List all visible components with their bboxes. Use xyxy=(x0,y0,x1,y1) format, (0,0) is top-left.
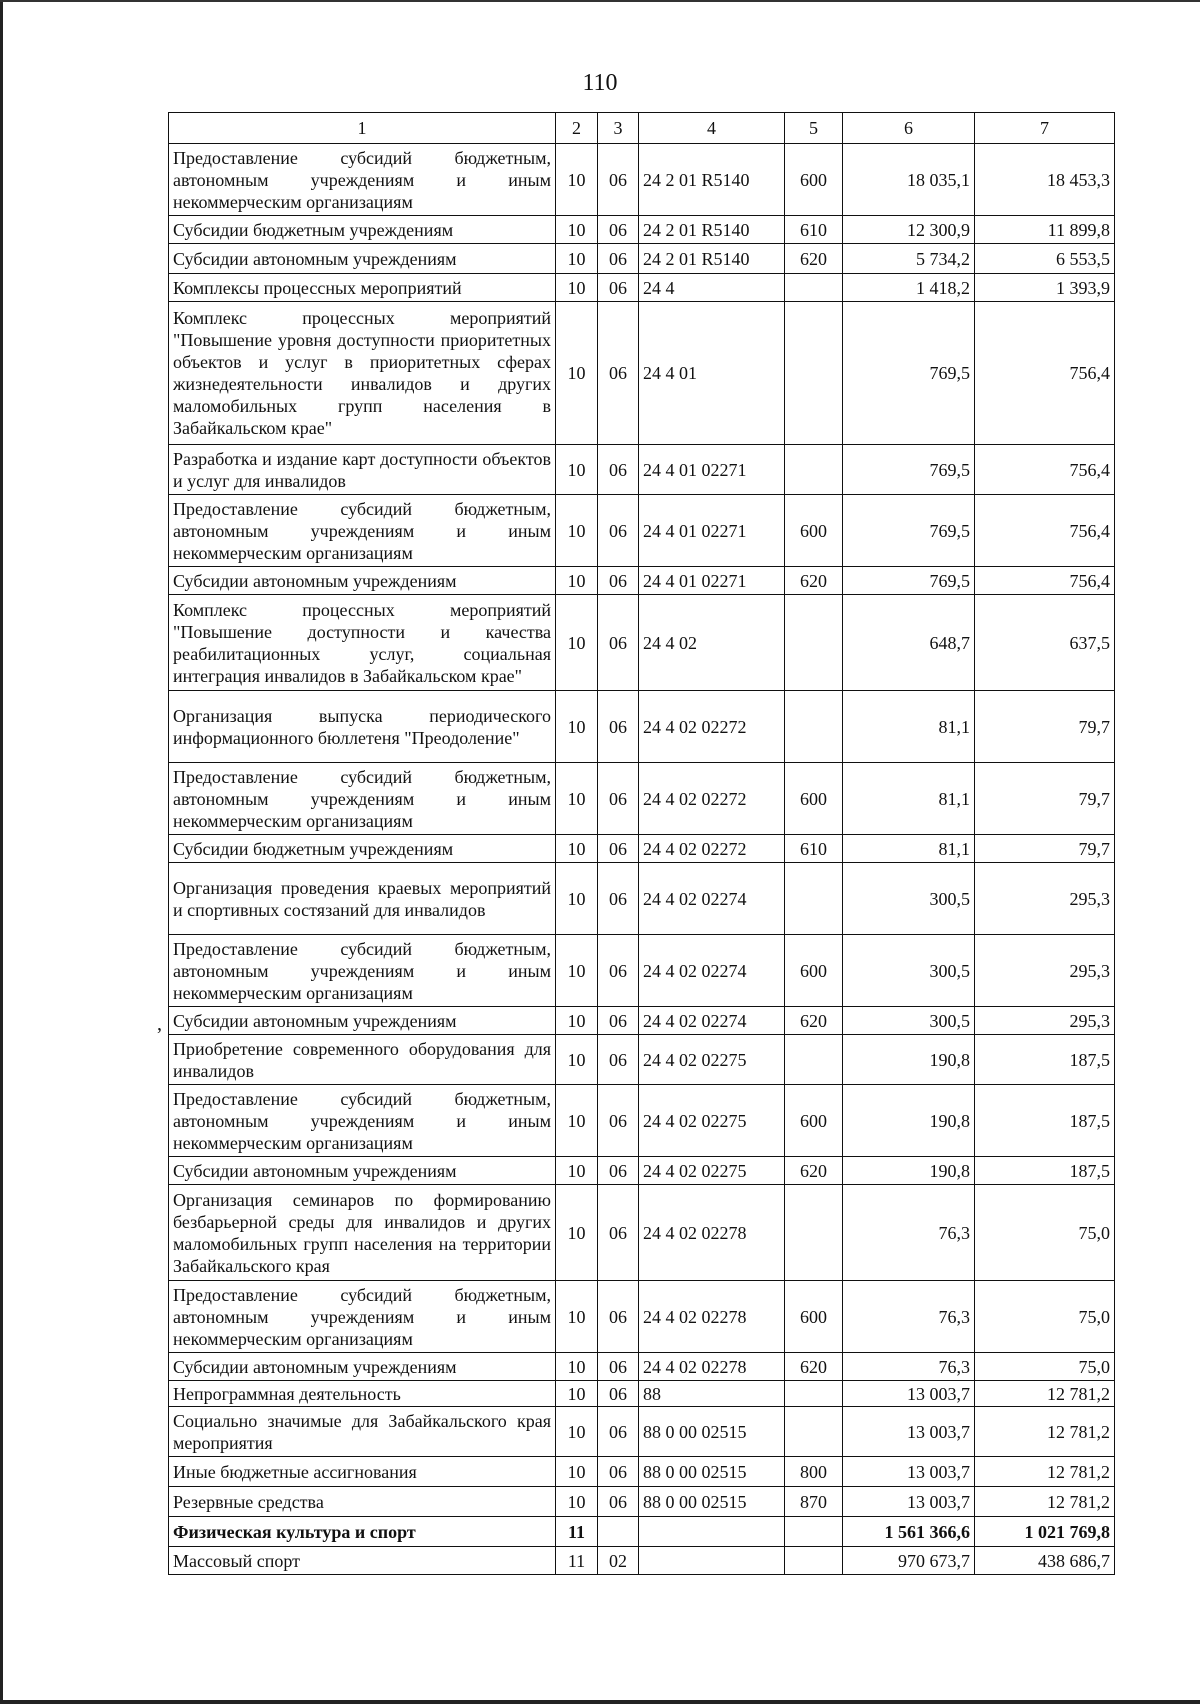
table-row xyxy=(169,1517,1115,1547)
target-article-code: 24 4 02 02272 xyxy=(639,835,785,863)
amount-col7: 79,7 xyxy=(975,763,1115,835)
amount-col7: 75,0 xyxy=(975,1353,1115,1381)
amount-col7: 187,5 xyxy=(975,1035,1115,1085)
expense-type-code: 600 xyxy=(785,935,843,1007)
table-row xyxy=(169,763,1115,835)
subsection-code: 06 xyxy=(598,863,639,935)
amount-col6: 18 035,1 xyxy=(843,144,975,216)
amount-col7: 1 393,9 xyxy=(975,274,1115,302)
target-article-code: 88 0 00 02515 xyxy=(639,1487,785,1517)
subsection-code xyxy=(598,1517,639,1547)
row-description: Субсидии бюджетным учреждениям xyxy=(169,835,556,863)
amount-col7: 1 021 769,8 xyxy=(975,1517,1115,1547)
target-article-code: 24 4 02 02272 xyxy=(639,691,785,763)
amount-col7: 75,0 xyxy=(975,1185,1115,1281)
expense-type-code xyxy=(785,1517,843,1547)
table-row xyxy=(169,495,1115,567)
row-description: Предоставление субсидий бюджетным, автономным учреждениям и иным некоммерческим организациям xyxy=(169,495,556,567)
table-row xyxy=(169,216,1115,244)
section-code: 10 xyxy=(556,302,598,445)
section-code: 10 xyxy=(556,144,598,216)
section-code: 10 xyxy=(556,1487,598,1517)
amount-col6: 190,8 xyxy=(843,1085,975,1157)
section-code: 10 xyxy=(556,1381,598,1407)
amount-col6: 81,1 xyxy=(843,691,975,763)
section-code: 10 xyxy=(556,935,598,1007)
row-description: Предоставление субсидий бюджетным, автономным учреждениям и иным некоммерческим организациям xyxy=(169,1085,556,1157)
expense-type-code xyxy=(785,691,843,763)
amount-col7: 75,0 xyxy=(975,1281,1115,1353)
target-article-code: 24 4 02 02278 xyxy=(639,1353,785,1381)
amount-col6: 81,1 xyxy=(843,763,975,835)
expense-type-code xyxy=(785,1547,843,1575)
subsection-code: 06 xyxy=(598,595,639,691)
amount-col7: 295,3 xyxy=(975,863,1115,935)
subsection-code: 06 xyxy=(598,1185,639,1281)
table-row xyxy=(169,567,1115,595)
amount-col6: 81,1 xyxy=(843,835,975,863)
column-header: 2 xyxy=(556,113,598,144)
budget-table xyxy=(168,112,1115,1575)
amount-col6: 13 003,7 xyxy=(843,1457,975,1487)
row-description: Предоставление субсидий бюджетным, автономным учреждениям и иным некоммерческим организациям xyxy=(169,935,556,1007)
table-row xyxy=(169,691,1115,763)
expense-type-code xyxy=(785,1407,843,1457)
table-row xyxy=(169,244,1115,274)
column-header: 6 xyxy=(843,113,975,144)
expense-type-code xyxy=(785,1035,843,1085)
expense-type-code: 610 xyxy=(785,835,843,863)
amount-col7: 295,3 xyxy=(975,935,1115,1007)
section-code: 10 xyxy=(556,1185,598,1281)
column-header: 5 xyxy=(785,113,843,144)
subsection-code: 06 xyxy=(598,1157,639,1185)
table-row xyxy=(169,935,1115,1007)
row-description: Непрограммная деятельность xyxy=(169,1381,556,1407)
target-article-code: 24 4 02 02278 xyxy=(639,1185,785,1281)
row-description: Субсидии автономным учреждениям xyxy=(169,1007,556,1035)
amount-col6: 1 561 366,6 xyxy=(843,1517,975,1547)
table-row xyxy=(169,1407,1115,1457)
target-article-code: 24 2 01 R5140 xyxy=(639,216,785,244)
section-code: 10 xyxy=(556,1035,598,1085)
target-article-code: 24 4 02 02274 xyxy=(639,1007,785,1035)
target-article-code: 24 4 02 02274 xyxy=(639,863,785,935)
row-description: Субсидии автономным учреждениям xyxy=(169,1157,556,1185)
table-row xyxy=(169,1547,1115,1575)
section-code: 11 xyxy=(556,1517,598,1547)
subsection-code: 06 xyxy=(598,495,639,567)
section-code: 10 xyxy=(556,1457,598,1487)
row-description: Комплекс процессных мероприятий "Повышение уровня доступности приоритетных объектов и услуг в приоритетных сферах жизнедеятельности инвалидов и других маломобильных групп населения в Забайкальском крае" xyxy=(169,302,556,445)
target-article-code: 88 xyxy=(639,1381,785,1407)
target-article-code: 24 4 01 xyxy=(639,302,785,445)
table-row xyxy=(169,1457,1115,1487)
table-row xyxy=(169,1157,1115,1185)
amount-col6: 5 734,2 xyxy=(843,244,975,274)
target-article-code: 24 4 02 02278 xyxy=(639,1281,785,1353)
amount-col7: 6 553,5 xyxy=(975,244,1115,274)
amount-col6: 300,5 xyxy=(843,863,975,935)
section-code: 10 xyxy=(556,567,598,595)
target-article-code: 24 4 02 02275 xyxy=(639,1035,785,1085)
row-description: Социально значимые для Забайкальского края мероприятия xyxy=(169,1407,556,1457)
amount-col6: 769,5 xyxy=(843,445,975,495)
expense-type-code xyxy=(785,595,843,691)
subsection-code: 06 xyxy=(598,1457,639,1487)
expense-type-code: 600 xyxy=(785,144,843,216)
table-row xyxy=(169,445,1115,495)
amount-col6: 13 003,7 xyxy=(843,1407,975,1457)
expense-type-code: 620 xyxy=(785,1007,843,1035)
row-description: Субсидии бюджетным учреждениям xyxy=(169,216,556,244)
amount-col7: 12 781,2 xyxy=(975,1407,1115,1457)
section-code: 10 xyxy=(556,1353,598,1381)
subsection-code: 06 xyxy=(598,1407,639,1457)
table-row xyxy=(169,863,1115,935)
subsection-code: 06 xyxy=(598,835,639,863)
section-code: 10 xyxy=(556,1281,598,1353)
amount-col6: 648,7 xyxy=(843,595,975,691)
subsection-code: 02 xyxy=(598,1547,639,1575)
amount-col7: 12 781,2 xyxy=(975,1487,1115,1517)
column-header: 3 xyxy=(598,113,639,144)
amount-col7: 79,7 xyxy=(975,835,1115,863)
amount-col6: 76,3 xyxy=(843,1185,975,1281)
amount-col6: 12 300,9 xyxy=(843,216,975,244)
scan-edge-bottom xyxy=(0,1700,1200,1704)
row-description: Организация проведения краевых мероприятий и спортивных состязаний для инвалидов xyxy=(169,863,556,935)
amount-col7: 11 899,8 xyxy=(975,216,1115,244)
amount-col7: 187,5 xyxy=(975,1085,1115,1157)
section-code: 10 xyxy=(556,1157,598,1185)
table-row xyxy=(169,1381,1115,1407)
table-row xyxy=(169,274,1115,302)
section-code: 10 xyxy=(556,244,598,274)
target-article-code: 24 4 02 02272 xyxy=(639,763,785,835)
expense-type-code xyxy=(785,274,843,302)
page-number: 110 xyxy=(582,70,618,96)
section-code: 10 xyxy=(556,1085,598,1157)
subsection-code: 06 xyxy=(598,1085,639,1157)
subsection-code: 06 xyxy=(598,1487,639,1517)
amount-col6: 13 003,7 xyxy=(843,1487,975,1517)
section-code: 10 xyxy=(556,1407,598,1457)
row-description: Предоставление субсидий бюджетным, автономным учреждениям и иным некоммерческим организациям xyxy=(169,144,556,216)
scan-edge-left xyxy=(0,0,3,1704)
column-header: 4 xyxy=(639,113,785,144)
section-code: 10 xyxy=(556,763,598,835)
table-row xyxy=(169,1185,1115,1281)
table-row xyxy=(169,1035,1115,1085)
table-row xyxy=(169,595,1115,691)
section-code: 11 xyxy=(556,1547,598,1575)
subsection-code: 06 xyxy=(598,763,639,835)
amount-col6: 190,8 xyxy=(843,1157,975,1185)
expense-type-code: 620 xyxy=(785,1353,843,1381)
subsection-code: 06 xyxy=(598,144,639,216)
target-article-code: 24 4 01 02271 xyxy=(639,567,785,595)
row-description: Субсидии автономным учреждениям xyxy=(169,567,556,595)
row-description: Иные бюджетные ассигнования xyxy=(169,1457,556,1487)
row-description: Массовый спорт xyxy=(169,1547,556,1575)
expense-type-code: 600 xyxy=(785,1281,843,1353)
section-code: 10 xyxy=(556,1007,598,1035)
row-description: Организация семинаров по формированию безбарьерной среды для инвалидов и других маломобильных групп населения на территории Забайкальского края xyxy=(169,1185,556,1281)
expense-type-code: 800 xyxy=(785,1457,843,1487)
table-row xyxy=(169,302,1115,445)
row-description: Предоставление субсидий бюджетным, автономным учреждениям и иным некоммерческим организациям xyxy=(169,763,556,835)
section-code: 10 xyxy=(556,863,598,935)
subsection-code: 06 xyxy=(598,567,639,595)
subsection-code: 06 xyxy=(598,1035,639,1085)
table-row xyxy=(169,835,1115,863)
expense-type-code: 600 xyxy=(785,495,843,567)
subsection-code: 06 xyxy=(598,935,639,1007)
amount-col7: 637,5 xyxy=(975,595,1115,691)
expense-type-code: 610 xyxy=(785,216,843,244)
expense-type-code xyxy=(785,1381,843,1407)
target-article-code: 24 4 02 02275 xyxy=(639,1085,785,1157)
section-code: 10 xyxy=(556,495,598,567)
table-row xyxy=(169,1353,1115,1381)
column-header: 7 xyxy=(975,113,1115,144)
section-code: 10 xyxy=(556,691,598,763)
row-description: Субсидии автономным учреждениям xyxy=(169,244,556,274)
amount-col7: 756,4 xyxy=(975,445,1115,495)
row-description: Субсидии автономным учреждениям xyxy=(169,1353,556,1381)
amount-col7: 438 686,7 xyxy=(975,1547,1115,1575)
subsection-code: 06 xyxy=(598,445,639,495)
target-article-code: 24 4 01 02271 xyxy=(639,445,785,495)
amount-col6: 300,5 xyxy=(843,1007,975,1035)
subsection-code: 06 xyxy=(598,1007,639,1035)
amount-col7: 12 781,2 xyxy=(975,1457,1115,1487)
expense-type-code: 620 xyxy=(785,1157,843,1185)
amount-col6: 970 673,7 xyxy=(843,1547,975,1575)
target-article-code: 24 4 02 02275 xyxy=(639,1157,785,1185)
scan-edge-top xyxy=(0,0,1200,2)
amount-col7: 187,5 xyxy=(975,1157,1115,1185)
expense-type-code: 600 xyxy=(785,763,843,835)
row-description: Приобретение современного оборудования для инвалидов xyxy=(169,1035,556,1085)
section-code: 10 xyxy=(556,216,598,244)
scan-mark: , xyxy=(157,1013,162,1035)
amount-col6: 300,5 xyxy=(843,935,975,1007)
expense-type-code xyxy=(785,863,843,935)
row-description: Предоставление субсидий бюджетным, автономным учреждениям и иным некоммерческим организациям xyxy=(169,1281,556,1353)
row-description: Разработка и издание карт доступности объектов и услуг для инвалидов xyxy=(169,445,556,495)
column-header: 1 xyxy=(169,113,556,144)
table-row xyxy=(169,1085,1115,1157)
subsection-code: 06 xyxy=(598,1381,639,1407)
amount-col6: 76,3 xyxy=(843,1353,975,1381)
row-description: Резервные средства xyxy=(169,1487,556,1517)
target-article-code xyxy=(639,1547,785,1575)
amount-col6: 769,5 xyxy=(843,567,975,595)
amount-col7: 12 781,2 xyxy=(975,1381,1115,1407)
section-code: 10 xyxy=(556,274,598,302)
target-article-code: 88 0 00 02515 xyxy=(639,1457,785,1487)
expense-type-code xyxy=(785,302,843,445)
amount-col6: 76,3 xyxy=(843,1281,975,1353)
expense-type-code xyxy=(785,445,843,495)
row-description: Комплексы процессных мероприятий xyxy=(169,274,556,302)
amount-col6: 1 418,2 xyxy=(843,274,975,302)
amount-col7: 756,4 xyxy=(975,567,1115,595)
subsection-code: 06 xyxy=(598,274,639,302)
row-description: Комплекс процессных мероприятий "Повышение доступности и качества реабилитационных услуг, социальная интеграция инвалидов в Забайкальском крае" xyxy=(169,595,556,691)
section-code: 10 xyxy=(556,445,598,495)
amount-col7: 756,4 xyxy=(975,302,1115,445)
amount-col7: 79,7 xyxy=(975,691,1115,763)
table-row xyxy=(169,1281,1115,1353)
amount-col7: 295,3 xyxy=(975,1007,1115,1035)
subsection-code: 06 xyxy=(598,302,639,445)
amount-col7: 18 453,3 xyxy=(975,144,1115,216)
row-description: Физическая культура и спорт xyxy=(169,1517,556,1547)
target-article-code: 24 4 01 02271 xyxy=(639,495,785,567)
table-row xyxy=(169,144,1115,216)
section-code: 10 xyxy=(556,595,598,691)
target-article-code: 88 0 00 02515 xyxy=(639,1407,785,1457)
amount-col6: 769,5 xyxy=(843,302,975,445)
amount-col6: 13 003,7 xyxy=(843,1381,975,1407)
subsection-code: 06 xyxy=(598,1353,639,1381)
table-row xyxy=(169,1007,1115,1035)
subsection-code: 06 xyxy=(598,691,639,763)
row-description: Организация выпуска периодического информационного бюллетеня "Преодоление" xyxy=(169,691,556,763)
target-article-code: 24 2 01 R5140 xyxy=(639,244,785,274)
expense-type-code: 620 xyxy=(785,567,843,595)
section-code: 10 xyxy=(556,835,598,863)
table-header-row xyxy=(169,113,1115,144)
subsection-code: 06 xyxy=(598,244,639,274)
table-row xyxy=(169,1487,1115,1517)
target-article-code: 24 4 02 xyxy=(639,595,785,691)
expense-type-code xyxy=(785,1185,843,1281)
expense-type-code: 600 xyxy=(785,1085,843,1157)
target-article-code: 24 4 xyxy=(639,274,785,302)
expense-type-code: 620 xyxy=(785,244,843,274)
subsection-code: 06 xyxy=(598,1281,639,1353)
target-article-code: 24 4 02 02274 xyxy=(639,935,785,1007)
amount-col6: 769,5 xyxy=(843,495,975,567)
amount-col6: 190,8 xyxy=(843,1035,975,1085)
subsection-code: 06 xyxy=(598,216,639,244)
target-article-code xyxy=(639,1517,785,1547)
expense-type-code: 870 xyxy=(785,1487,843,1517)
target-article-code: 24 2 01 R5140 xyxy=(639,144,785,216)
amount-col7: 756,4 xyxy=(975,495,1115,567)
